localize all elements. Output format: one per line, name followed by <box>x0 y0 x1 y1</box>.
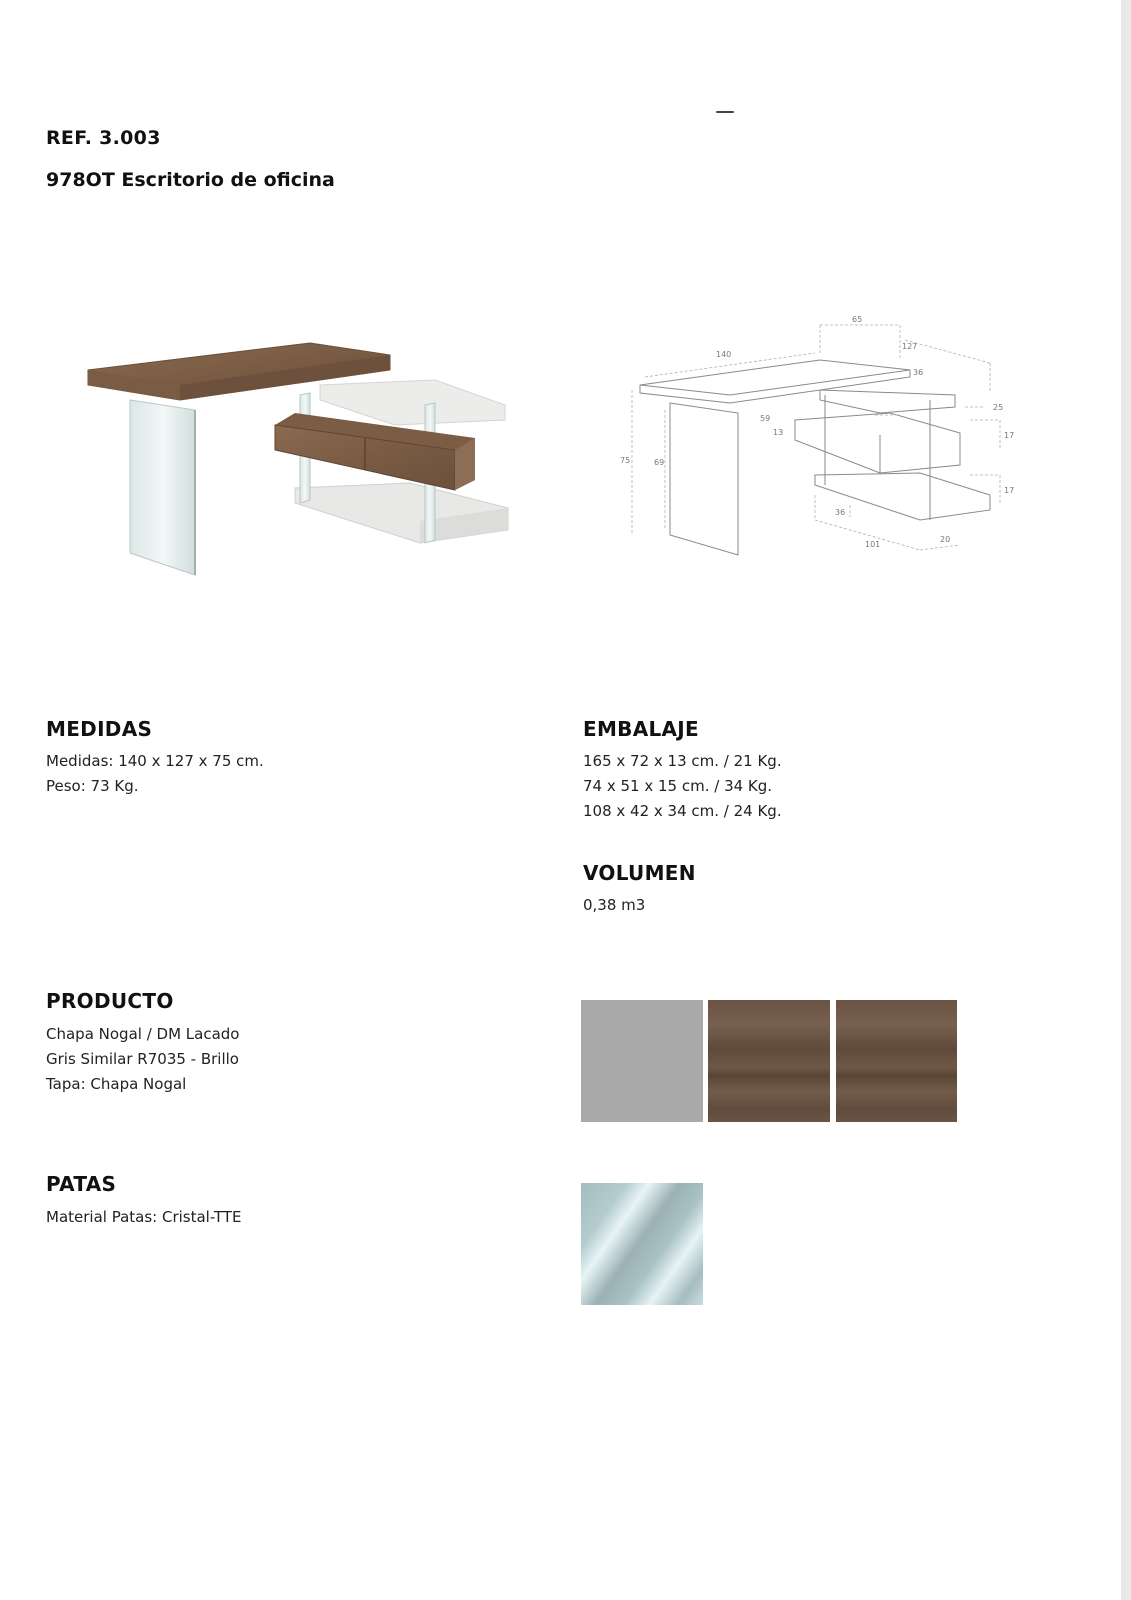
medidas-line: Medidas: 140 x 127 x 75 cm. <box>46 752 264 770</box>
grey-lacquer-swatch <box>581 1000 703 1122</box>
dim-17b-label: 17 <box>1004 486 1015 495</box>
product-photo <box>80 325 520 600</box>
product-title: 978OT Escritorio de oficina <box>46 169 335 191</box>
dim-36-label: 36 <box>913 368 924 377</box>
embalaje-heading: EMBALAJE <box>583 717 700 741</box>
dim-13-label: 13 <box>773 428 784 437</box>
patas-heading: PATAS <box>46 1172 117 1196</box>
dim-20-label: 20 <box>940 535 951 544</box>
producto-text <box>46 1022 239 1097</box>
dim-25-label: 25 <box>993 403 1004 412</box>
product-reference: REF. 3.003 <box>46 127 161 149</box>
dim-depth-total-label: 127 <box>902 342 918 351</box>
technical-diagram <box>620 315 1040 590</box>
embalaje-text <box>583 749 782 824</box>
dim-101-label: 101 <box>865 540 881 549</box>
dim-width-label: 140 <box>716 350 732 359</box>
dim-59-label: 59 <box>760 414 771 423</box>
embalaje-line: 165 x 72 x 13 cm. / 21 Kg. <box>583 752 782 770</box>
dim-36b-label: 36 <box>835 508 846 517</box>
embalaje-line: 74 x 51 x 15 cm. / 34 Kg. <box>583 777 773 795</box>
producto-heading: PRODUCTO <box>46 989 174 1013</box>
dim-depth-top-label: 65 <box>852 315 863 324</box>
dim-inner-height-label: 69 <box>654 458 665 467</box>
decorative-dash <box>716 111 734 113</box>
patas-text <box>46 1205 241 1230</box>
volumen-heading: VOLUMEN <box>583 861 696 885</box>
embalaje-line: 108 x 42 x 34 cm. / 24 Kg. <box>583 802 782 820</box>
producto-line: Chapa Nogal / DM Lacado <box>46 1025 240 1043</box>
page-edge <box>1121 0 1131 1600</box>
medidas-heading: MEDIDAS <box>46 717 153 741</box>
dim-height-label: 75 <box>620 456 631 465</box>
medidas-line: Peso: 73 Kg. <box>46 777 139 795</box>
dim-17a-label: 17 <box>1004 431 1015 440</box>
walnut-swatch <box>708 1000 830 1122</box>
volumen-line: 0,38 m3 <box>583 896 646 914</box>
producto-line: Gris Similar R7035 - Brillo <box>46 1050 239 1068</box>
glass-swatch <box>581 1183 703 1305</box>
walnut-swatch <box>836 1000 957 1122</box>
patas-line: Material Patas: Cristal-TTE <box>46 1208 242 1226</box>
medidas-text <box>46 749 264 799</box>
producto-line: Tapa: Chapa Nogal <box>46 1075 187 1093</box>
volumen-text <box>583 893 645 918</box>
